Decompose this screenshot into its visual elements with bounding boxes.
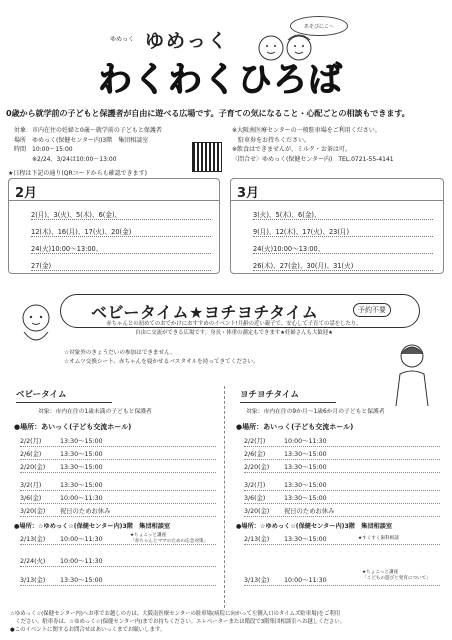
no-reservation-badge: 予約不要 bbox=[353, 303, 391, 317]
table-row bbox=[20, 480, 216, 491]
table-row bbox=[20, 449, 216, 460]
info-place: 場所 ゆめっく(保健センター内)3階 集団相談室 bbox=[14, 136, 149, 144]
yochi-place-yumekku: ●場所：☆ゆめっく☆(保健センター内)3階 集団相談室 bbox=[236, 523, 393, 530]
row-date: 2/2(月) bbox=[244, 438, 266, 445]
baby-place-yumekku: ●場所：☆ゆめっく☆(保健センター内)3階 集団相談室 bbox=[14, 523, 171, 530]
footer-parking: ☆ゆめっく☆(保健センター内)へお車でお越しの方は、大阪南医療センターの駐車場(病院に向かって左側入口のタイムズ駐車場)をご利用 bbox=[10, 611, 341, 617]
mar-row: 9(月)、12(木)、17(火)、23(月) bbox=[253, 226, 433, 237]
row-time: 13:30〜15:00 bbox=[284, 536, 327, 543]
row-time: 13:30〜15:00 bbox=[284, 464, 327, 471]
dental-note: ★すくすく歯科相談 bbox=[358, 536, 399, 541]
row-time: 10:00〜11:30 bbox=[60, 558, 103, 565]
row-date: 2/20(金) bbox=[244, 464, 270, 471]
february-schedule bbox=[8, 178, 220, 274]
course-title: 「赤ちゃんとママのための応急対策」 bbox=[130, 539, 209, 544]
lead-text: 0歳から就学前の子どもと保護者が自由に遊べる広場です。子育ての気になること・心配ごとの相談もできます。 bbox=[6, 108, 410, 118]
parking-note: ※大阪南医療センターの一般駐車場をご利用ください。 bbox=[232, 127, 381, 134]
row-time: 祝日のためお休み bbox=[284, 508, 335, 515]
row-date: 3/13(金) bbox=[20, 577, 46, 584]
info-target: 対象 市内在住の妊婦と0歳〜就学前の子どもと保護者 bbox=[14, 127, 162, 134]
yochi-place-aikku: ●場所：あいっく(子ども交流ホール) bbox=[236, 423, 354, 431]
course-label: ★ちょこっと講座 bbox=[130, 533, 167, 538]
mar-row: 24(火)10:00〜13:00、 bbox=[253, 243, 433, 254]
table-row bbox=[244, 480, 440, 491]
table-row bbox=[244, 436, 440, 447]
table-row bbox=[20, 436, 216, 447]
row-date: 3/2(月) bbox=[244, 482, 266, 489]
page-title: わくわくひろば bbox=[98, 60, 343, 100]
row-date: 3/2(月) bbox=[20, 482, 42, 489]
feb-row: 12(木)、16(月)、17(火)、20(金) bbox=[31, 226, 211, 237]
course-label: ★ちょこっと講座 bbox=[362, 570, 399, 575]
table-row bbox=[20, 462, 216, 473]
table-row bbox=[244, 449, 440, 460]
info-time-note: ※2/24、3/24は10:00〜13:00 bbox=[14, 155, 117, 163]
baby-illustration bbox=[14, 302, 60, 350]
table-row bbox=[244, 506, 440, 517]
event-description bbox=[74, 320, 394, 338]
course-title: 「こどもの遊びと発育について」 bbox=[362, 576, 431, 581]
row-time: 10:00〜11:30 bbox=[60, 495, 103, 502]
row-time: 10:00〜11:30 bbox=[284, 438, 327, 445]
row-date: 2/2(月) bbox=[20, 438, 42, 445]
row-date: 3/13(金) bbox=[244, 577, 270, 584]
row-time: 祝日のためお休み bbox=[60, 508, 111, 515]
food-note: ※飲食はできませんが、ミルク・お茶は可。 bbox=[232, 146, 351, 153]
row-time: 13:30〜15:00 bbox=[60, 482, 103, 489]
yochi-target: 対象：市内在住の9か月〜1歳6か月の子どもと保護者 bbox=[246, 409, 385, 415]
row-time: 13:30〜15:00 bbox=[60, 577, 103, 584]
table-row bbox=[244, 493, 440, 504]
logo-small-text: ゆめっく bbox=[110, 36, 134, 43]
table-row bbox=[20, 506, 216, 517]
row-time: 13:30〜15:00 bbox=[60, 438, 103, 445]
yochi-course-note bbox=[362, 570, 431, 582]
feb-row: 27(金) bbox=[31, 260, 211, 271]
yochi-time-title: ヨチヨチタイム bbox=[240, 388, 336, 403]
row-date: 2/13(金) bbox=[20, 536, 46, 543]
qr-code[interactable] bbox=[192, 142, 222, 172]
column-divider bbox=[224, 386, 225, 608]
baby-time-title: ベビータイム bbox=[16, 388, 112, 403]
row-time: 13:30〜15:00 bbox=[284, 495, 327, 502]
sibling-note: ☆対象外のきょうだいの参加はできません。 bbox=[64, 350, 176, 356]
speech-bubble: あそびにこ〜 bbox=[290, 16, 348, 36]
row-time: 13:30〜15:00 bbox=[60, 451, 103, 458]
row-date: 3/6(金) bbox=[20, 495, 42, 502]
row-date: 2/6(金) bbox=[20, 451, 42, 458]
table-row bbox=[20, 556, 216, 567]
row-time: 13:30〜15:00 bbox=[284, 482, 327, 489]
baby-course-note bbox=[130, 533, 208, 545]
info-left bbox=[14, 126, 192, 164]
february-label: 2月 bbox=[9, 179, 219, 201]
row-date: 2/13(金) bbox=[244, 536, 270, 543]
info-time: 時間 10:00〜15:00 bbox=[14, 146, 73, 153]
row-time: 10:00〜11:30 bbox=[60, 536, 103, 543]
diaper-note: ☆オムツ交換シート、赤ちゃんを寝かせるバスタオルを持ってきてください。 bbox=[64, 358, 259, 365]
contact-info: 〈問合せ〉ゆめっく(保健センター内) TEL.0721-55-4141 bbox=[232, 155, 394, 163]
row-date: 2/6(金) bbox=[244, 451, 266, 458]
footer-parking-ticket: ください。駐車券は、☆ゆめっく☆(保健センター内)までお持ちください。エレベーターまたは階段で3階集団相談室へお越しください。 bbox=[10, 619, 346, 625]
footer-notes bbox=[10, 610, 442, 634]
desc-line2: 自由に交流ができる広場です。身長・体重の測定もできます★妊婦さんも大歓迎★ bbox=[135, 330, 333, 336]
event-notes bbox=[64, 349, 259, 366]
parking-ticket-note: 駐車券をお持ちください。 bbox=[232, 136, 311, 144]
baby-target: 対象：市内在住の1歳未満の子どもと保護者 bbox=[38, 409, 152, 415]
table-row bbox=[244, 462, 440, 473]
march-label: 3月 bbox=[231, 179, 443, 201]
feb-row: 24(火)10:00〜13:00、 bbox=[31, 243, 211, 254]
desc-line1: 赤ちゃんとの初めてのおでかけにおすすめのイベント!月齢の近い親子で、安心して子育ての話をしたり、 bbox=[106, 321, 362, 327]
row-date: 3/20(金) bbox=[20, 508, 46, 515]
table-row bbox=[244, 534, 440, 545]
schedule-note: ★日程は下記の通り(QRコードからも確認できます) bbox=[8, 170, 147, 177]
table-row bbox=[20, 575, 216, 586]
row-time: 13:30〜15:00 bbox=[60, 464, 103, 471]
row-date: 3/20(金) bbox=[244, 508, 270, 515]
mar-row: 26(木)、27(金)、30(月)、31(火) bbox=[253, 260, 433, 271]
row-time: 10:00〜11:30 bbox=[284, 577, 327, 584]
row-date: 3/6(金) bbox=[244, 495, 266, 502]
row-time: 13:30〜15:00 bbox=[284, 451, 327, 458]
row-date: 2/24(火) bbox=[20, 558, 46, 565]
mar-row: 3(火)、5(木)、6(金)、 bbox=[253, 209, 433, 220]
row-date: 2/20(金) bbox=[20, 464, 46, 471]
table-row bbox=[20, 493, 216, 504]
baby-place-aikku: ●場所：あいっく(子ども交流ホール) bbox=[14, 423, 132, 431]
event-banner-title: ベビータイム★ヨチヨチタイム bbox=[60, 294, 420, 328]
info-right bbox=[232, 126, 442, 164]
header-subtitle: ゆめっく bbox=[145, 30, 229, 52]
feb-row: 2(月)、3(火)、5(木)、6(金)、 bbox=[31, 209, 211, 220]
footer-contact: ●このイベントに関するお問合せはあいっくまでお願いします。 bbox=[10, 627, 166, 633]
mother-illustration bbox=[388, 340, 436, 406]
march-schedule bbox=[230, 178, 444, 274]
